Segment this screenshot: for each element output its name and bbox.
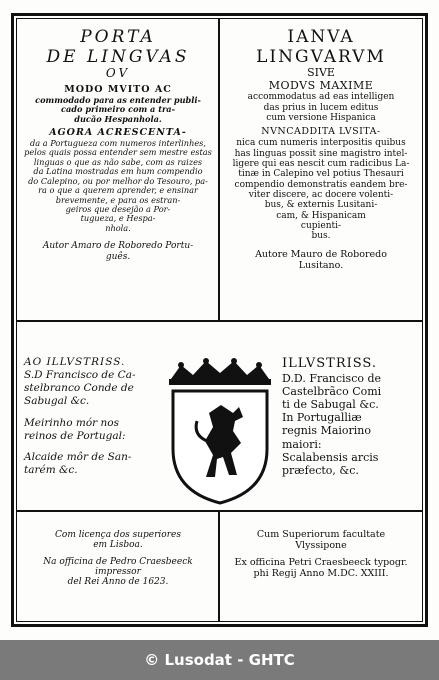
left-ded-5: Meirinho mór nos (24, 416, 119, 429)
left-author-1: Autor Amaro de Roboredo Portu- (42, 241, 194, 252)
right-ded-4: ti de Sabugal &c. (282, 397, 379, 411)
left-office-1: Na officina de Pedro Craesbeeck impressor (43, 556, 193, 578)
left-line-4: ducão Hespanhola. (74, 113, 162, 124)
left-p5: do Calepino, ou por melhor do Tesouro, pa- (28, 175, 208, 186)
right-ded-3: Castelbrãco Comi (282, 384, 382, 398)
left-title-2: DE LINGVAS (46, 46, 190, 67)
horizontal-rule-1 (16, 320, 423, 322)
right-title-1: IANVA (287, 27, 355, 47)
left-p8: geiros que desejão a Por- (65, 203, 171, 214)
left-p6: ra o que a querem aprender, e ensinar (38, 185, 198, 196)
right-title-3: SIVE (307, 66, 335, 80)
right-ded-8: Scalabensis arcis (282, 450, 379, 464)
left-title-block (22, 28, 214, 262)
left-ded-1: AO ILLVSTRISS. (24, 356, 126, 368)
right-ded-6: regnis Maiorino (282, 424, 371, 438)
right-license-2: Vlyssipone (295, 539, 347, 551)
left-license-1: Com licença dos superiores (55, 530, 181, 540)
right-line-2: accommodatus ad eas intelligen (247, 92, 395, 103)
right-p8: cam, & Hispanicam (276, 210, 366, 221)
column-divider-bottom (218, 512, 220, 622)
copyright-footer: © Lusodat - GHTC (0, 640, 439, 680)
left-line-2: commodado para as entender publi- (35, 94, 201, 105)
right-dedication (282, 356, 422, 477)
right-caps-1: NVNCADDITA LVSITA- (261, 126, 381, 138)
right-p9: cupienti- (300, 221, 342, 232)
left-p7: brevemente, e para os estran- (55, 194, 181, 205)
right-title-block (224, 28, 418, 272)
right-license-1: Cum Superiorum facultate (256, 529, 386, 540)
right-p4: tinæ in Calepino vel potius Thesauri (238, 169, 404, 180)
right-line-3: das prius in lucem editus (263, 102, 379, 113)
left-p2: pelos quais possa entender sem mestre estas (24, 147, 212, 158)
left-line-1: MODO MVITO AC (64, 83, 172, 95)
left-ded-7: Alcaide môr de San- (24, 450, 132, 463)
right-p1: nica cum numeris interpositis quibus (236, 138, 406, 149)
right-p2: has linguas possit sine magistro intel- (234, 148, 408, 159)
left-author-2: guês. (105, 251, 131, 262)
left-title-1: PORTA (80, 27, 156, 47)
right-author-2: Lusitano. (298, 259, 344, 271)
left-line-3: cado primeiro com a tra- (61, 104, 175, 115)
right-p3: ligere qui eas nescit cum radicibus La- (232, 159, 410, 170)
left-ded-6: reinos de Portugal: (24, 429, 126, 442)
left-p3: linguas o que as não sabe, com as raizes (33, 156, 203, 167)
right-p5: compendio demonstratis eandem bre- (234, 179, 408, 190)
left-ded-2: S.D Francisco de Ca- (24, 369, 136, 382)
left-title-3: OV (105, 66, 131, 81)
left-caps-1: AGORA ACRESCENTA- (49, 127, 187, 139)
right-p10: bus. (311, 231, 331, 242)
right-office-2: phi Regij Anno M.DC. XXIII. (253, 567, 389, 579)
right-p7: bus, & externis Lusitani- (264, 200, 378, 211)
left-ded-8: tarém &c. (24, 463, 78, 476)
left-dedication (24, 356, 164, 477)
left-p9: tugueza, e Hespa- (80, 213, 156, 224)
right-ded-1: ILLVSTRISS. (282, 356, 377, 371)
right-ded-5: In Portugalliæ (282, 411, 362, 425)
left-imprint (22, 530, 214, 588)
right-ded-7: maiori: (282, 437, 322, 451)
left-p1: da a Portugueza com numeros interlinhes, (29, 138, 206, 148)
left-p4: da Latina mostradas em hum compendio (33, 166, 203, 177)
right-office-1: Ex officina Petri Craesbeeck typogr. (234, 556, 408, 568)
left-ded-4: Sabugal &c. (24, 395, 90, 408)
left-license-2: em Lisboa. (93, 540, 143, 551)
right-imprint (224, 530, 418, 580)
left-office-2: del Rei Anno de 1623. (67, 577, 169, 588)
left-p10: nhola. (105, 222, 131, 233)
right-line-4: cum versione Hispanica (266, 113, 376, 124)
right-line-1: MODVS MAXIME (268, 78, 374, 92)
lion-rampant-coat-of-arms-icon (161, 357, 279, 507)
right-ded-2: D.D. Francisco de (282, 371, 382, 385)
right-p6: viter discere, ac docere volenti- (248, 190, 394, 201)
column-divider-top (218, 18, 220, 320)
right-title-2: LINGVARVM (256, 46, 386, 67)
left-ded-3: stelbranco Conde de (24, 382, 134, 395)
right-author-1: Autore Mauro de Roboredo (255, 248, 387, 260)
right-ded-9: præfecto, &c. (282, 463, 359, 477)
